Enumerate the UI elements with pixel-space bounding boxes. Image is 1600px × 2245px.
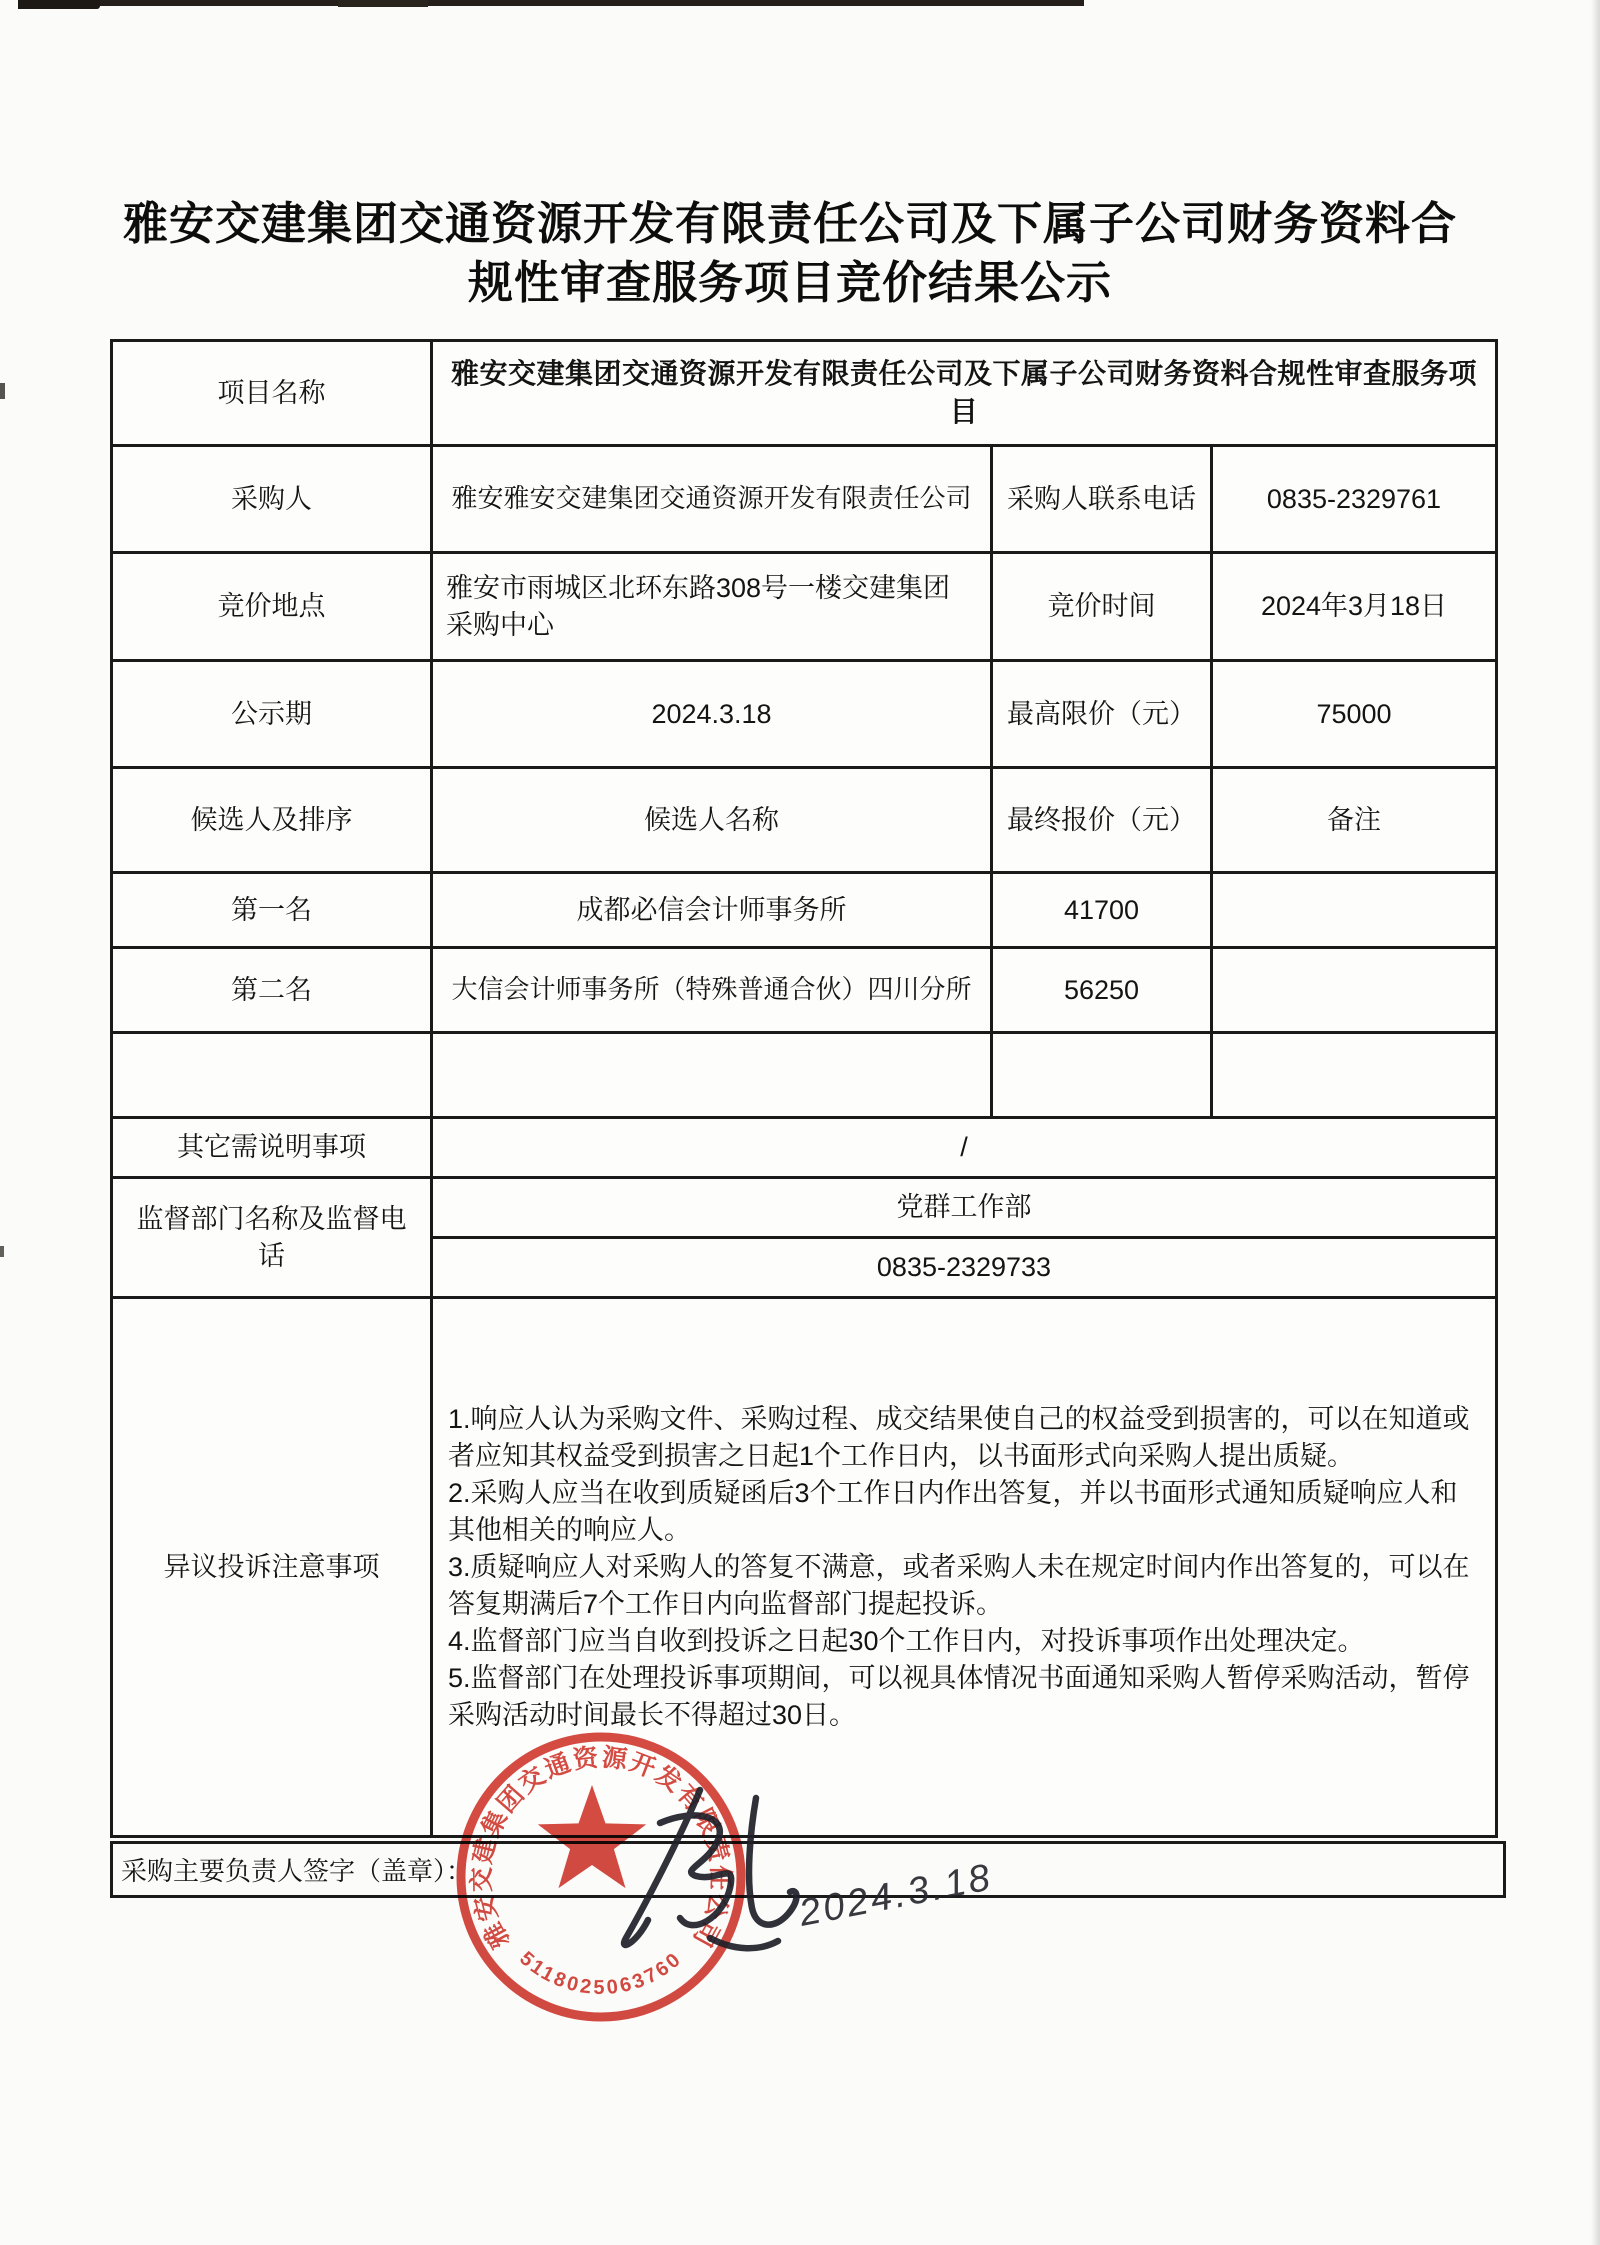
scan-edge-mark2 — [0, 1246, 4, 1257]
notice-item-4: 4.监督部门应当自收到投诉之日起30个工作日内，对投诉事项作出处理决定。 — [448, 1625, 1365, 1656]
cell-first-name: 成都必信会计师事务所 — [433, 874, 990, 946]
title-line-1: 雅安交建集团交通资源开发有限责任公司及下属子公司财务资料合 — [122, 198, 1457, 249]
bid-result-table — [110, 339, 1498, 1838]
cell-price-limit-value: 75000 — [1213, 662, 1495, 766]
cell-second-price: 56250 — [993, 949, 1210, 1031]
cell-buyer-phone-value: 0835-2329761 — [1213, 447, 1495, 551]
cell-empty-rank — [113, 1034, 430, 1116]
cell-buyer-phone-label: 采购人联系电话 — [993, 447, 1210, 551]
cell-second-note — [1213, 949, 1495, 1031]
cell-other-remarks-value: / — [433, 1119, 1495, 1176]
cell-empty-price — [993, 1034, 1210, 1116]
cell-first-rank: 第一名 — [113, 874, 430, 946]
cell-second-name: 大信会计师事务所（特殊普通合伙）四川分所 — [433, 949, 990, 1031]
cell-supervision-label — [113, 1179, 430, 1296]
page-title — [0, 194, 1580, 312]
cell-header-candidate-name: 候选人名称 — [433, 769, 990, 871]
handwritten-signature — [560, 1768, 1000, 1978]
cell-supervision-dept: 党群工作部 — [433, 1179, 1495, 1236]
cell-bid-time-value: 2024年3月18日 — [1213, 554, 1495, 659]
scan-artifact-blob — [18, 0, 100, 9]
cell-empty-name — [433, 1034, 990, 1116]
cell-complaint-notice-label: 异议投诉注意事项 — [113, 1299, 430, 1835]
scan-artifact-top-line — [18, 0, 1084, 6]
cell-header-final-price: 最终报价（元） — [993, 769, 1210, 871]
cell-buyer-label: 采购人 — [113, 447, 430, 551]
notice-item-2: 2.采购人应当在收到质疑函后3个工作日内作出答复，并以书面形式通知质疑响应人和其他相关的响应人。 — [448, 1477, 1458, 1545]
cell-first-price: 41700 — [993, 874, 1210, 946]
cell-other-remarks-label: 其它需说明事项 — [113, 1119, 430, 1176]
seal-number-text: 5118025063760 — [515, 1947, 687, 1999]
supervision-label-text: 监督部门名称及监督电话 — [136, 1204, 407, 1271]
notice-item-3: 3.质疑响应人对采购人的答复不满意，或者采购人未在规定时间内作出答复的，可以在答复期满后7个工作日内向监督部门提起投诉。 — [448, 1551, 1470, 1619]
cell-buyer-value: 雅安雅安交建集团交通资源开发有限责任公司 — [433, 447, 990, 551]
notice-item-5: 5.监督部门在处理投诉事项期间，可以视具体情况书面通知采购人暂停采购活动，暂停采购活动时间最长不得超过30日。 — [448, 1662, 1470, 1730]
cell-bid-time-label: 竞价时间 — [993, 554, 1210, 659]
cell-bid-place-label: 竞价地点 — [113, 554, 430, 659]
signature-strokes — [624, 1790, 796, 1948]
cell-price-limit-label: 最高限价（元） — [993, 662, 1210, 766]
notice-item-1: 1.响应人认为采购文件、采购过程、成交结果使自己的权益受到损害的，可以在知道或者应知其权益受到损害之日起1个工作日内，以书面形式向采购人提出质疑。 — [448, 1403, 1470, 1471]
cell-publicity-value: 2024.3.18 — [433, 662, 990, 766]
cell-publicity-label: 公示期 — [113, 662, 430, 766]
title-line-2: 规性审查服务项目竞价结果公示 — [467, 257, 1112, 308]
scan-edge-shadow — [1591, 0, 1600, 2245]
cell-supervision-phone: 0835-2329733 — [433, 1239, 1495, 1296]
cell-bid-place-value: 雅安市雨城区北环东路308号一楼交建集团采购中心 — [433, 554, 990, 659]
cell-empty-note — [1213, 1034, 1495, 1116]
cell-project-name-label: 项目名称 — [113, 342, 430, 444]
seal-company-ring-text: 雅安交建集团交通资源开发有限责任公司 — [467, 1743, 735, 1953]
cell-project-name-value: 雅安交建集团交通资源开发有限责任公司及下属子公司财务资料合规性审查服务项目 — [433, 342, 1495, 444]
cell-first-note — [1213, 874, 1495, 946]
cell-header-note: 备注 — [1213, 769, 1495, 871]
signature-label: 采购主要负责人签字（盖章）： — [121, 1856, 473, 1886]
signature-date-text: 2024.3.18 — [795, 1856, 997, 1935]
cell-header-rank: 候选人及排序 — [113, 769, 430, 871]
cell-second-rank: 第二名 — [113, 949, 430, 1031]
scan-edge-mark — [0, 383, 5, 399]
scan-artifact-blob2 — [338, 0, 428, 7]
